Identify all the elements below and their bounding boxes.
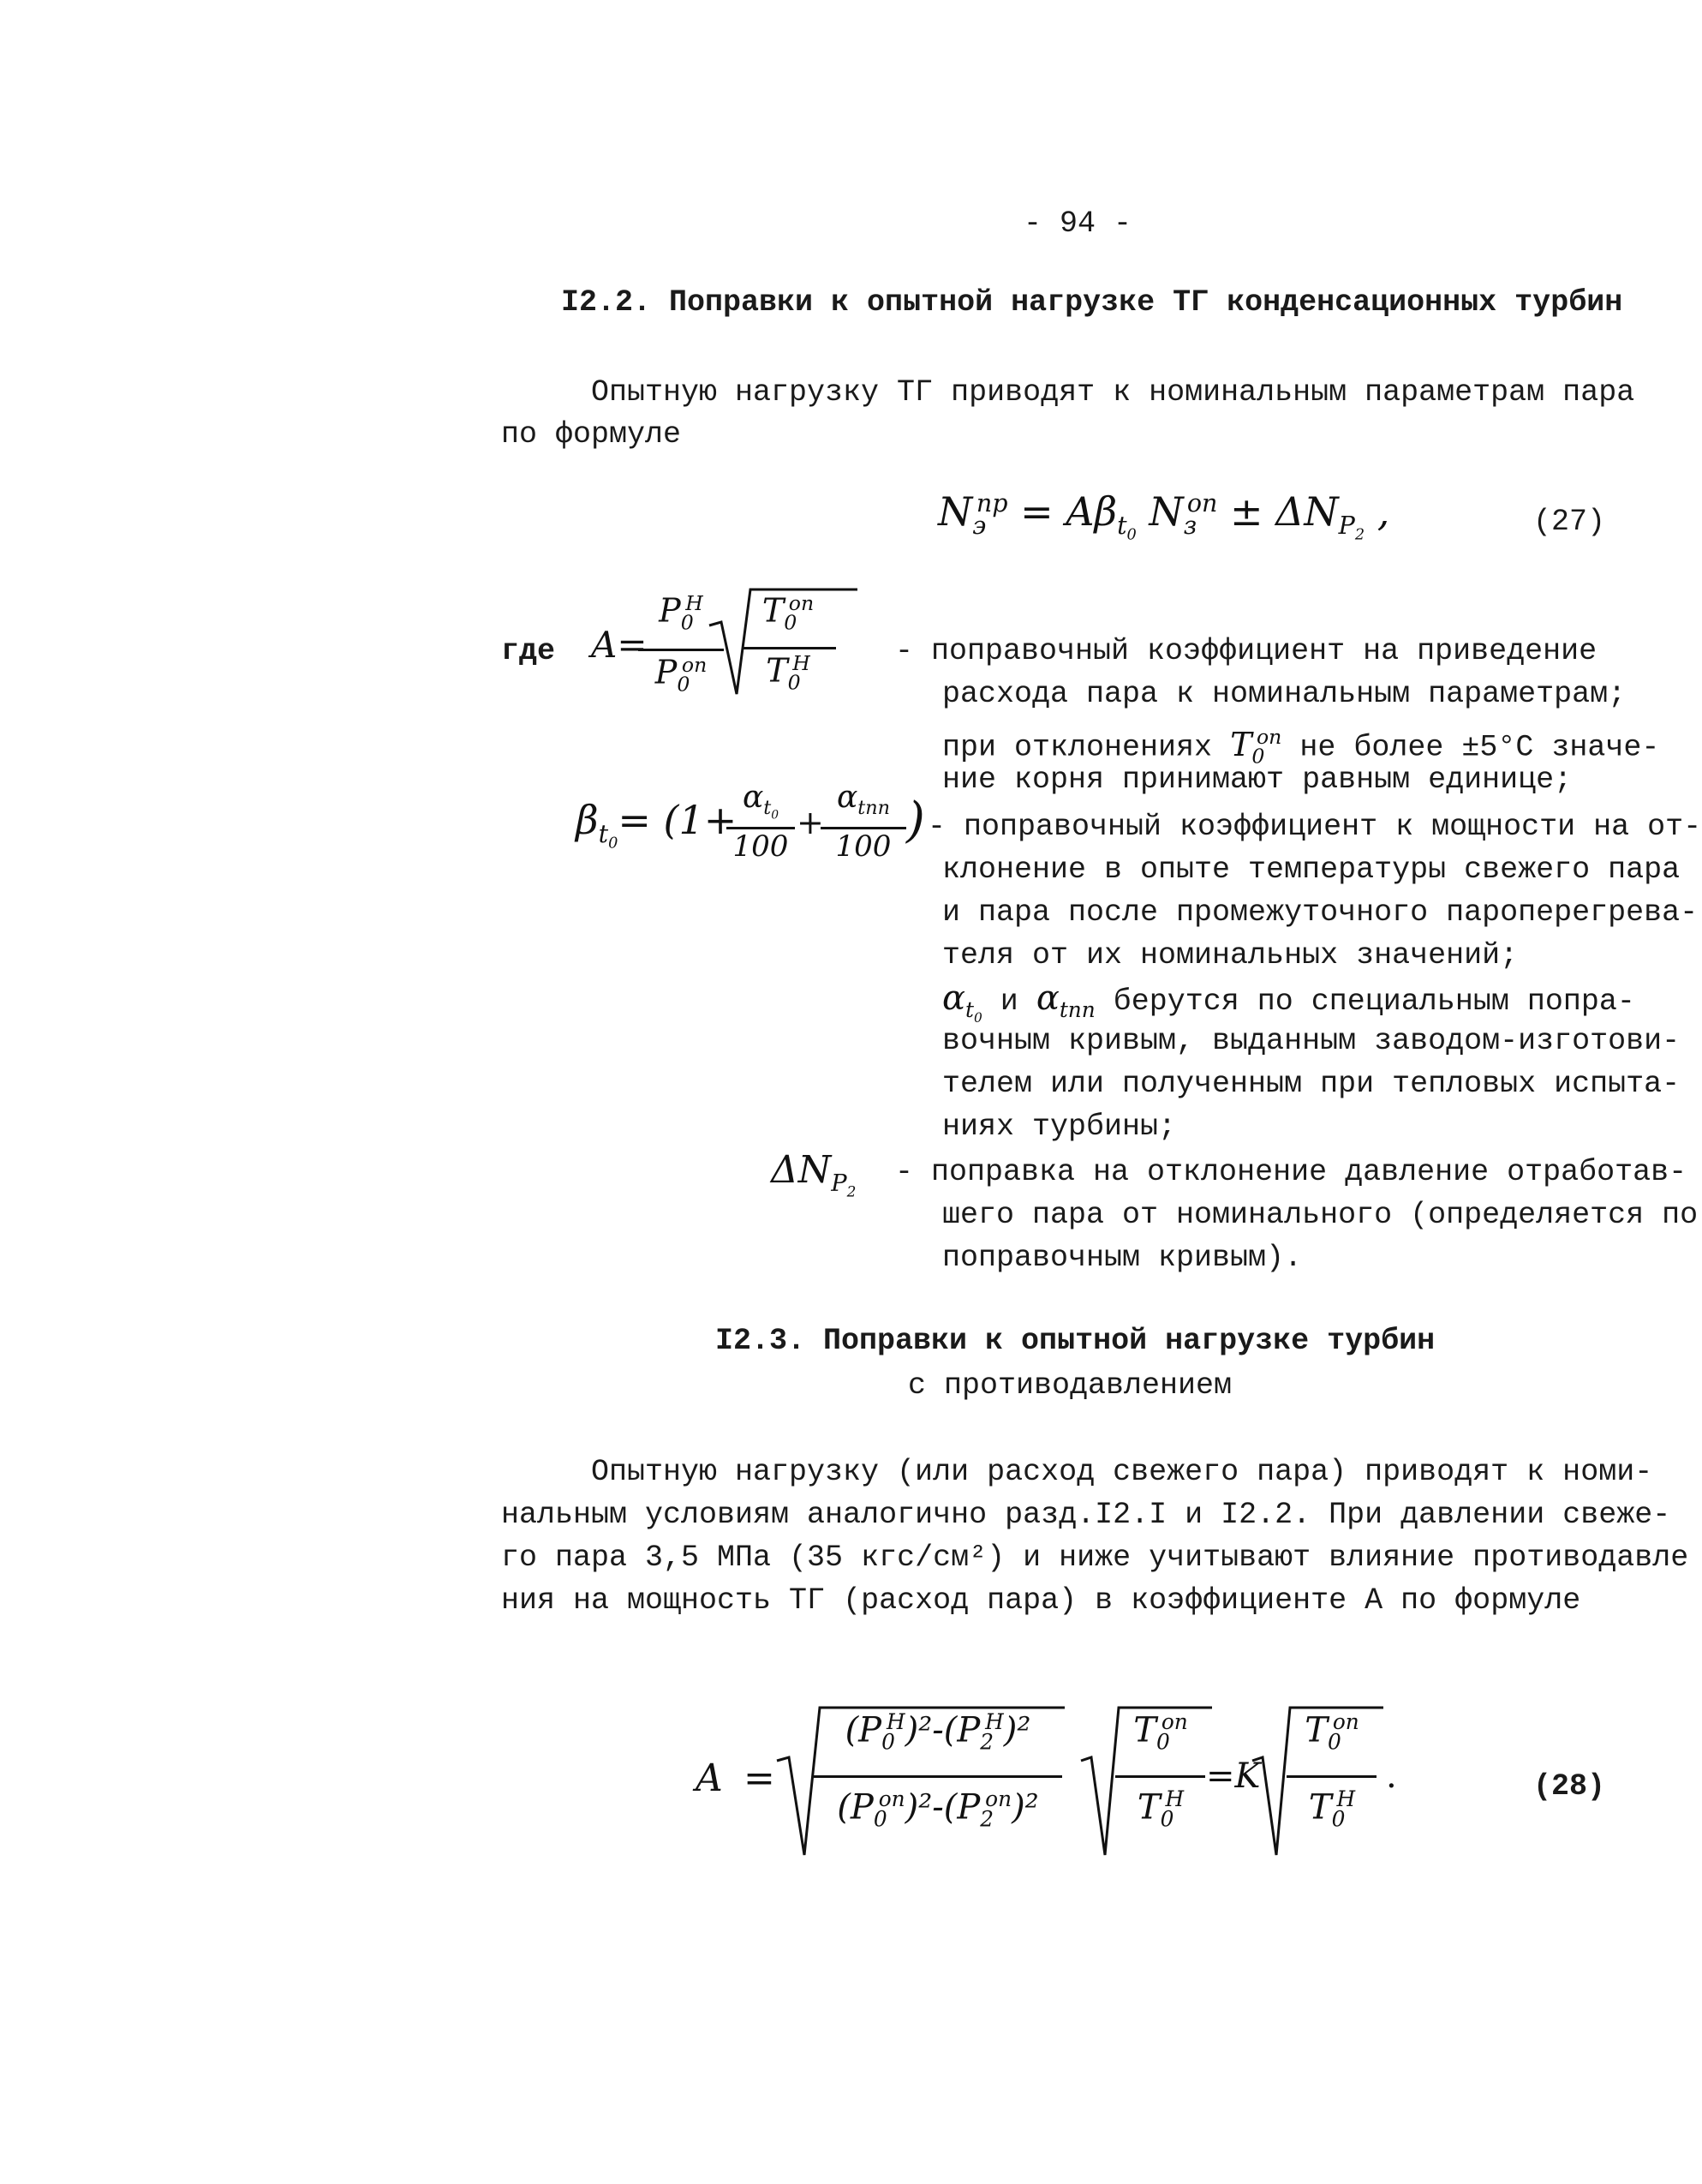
section-12-2-intro-line2: по формуле [501, 417, 682, 452]
formula-28-number: (28) [1533, 1769, 1606, 1804]
beta-frac2-numerator: $\alpha_{tпп}$ [836, 780, 891, 820]
beta-description-line1: - поправочный коэффициент к мощности на от- [928, 810, 1702, 844]
section-12-2-heading: I2.2. Поправки к опытной нагрузке ТГ конденсационных турбин [561, 285, 1623, 320]
a-pressure-denominator: $P_0^{оп}$ [654, 653, 708, 697]
beta-frac1-denominator: 100 [732, 829, 789, 864]
page-number: - 94 - [1024, 206, 1132, 241]
formula-28-sqrt2-numerator: $T_0^{оп}$ [1133, 1709, 1188, 1755]
section-12-3-paragraph-line3: го пара 3,5 МПа (35 кгс/см²) и ниже учитывают влияние противодавле [501, 1541, 1689, 1575]
section-12-3-heading-line2: с противодавлением [908, 1368, 1233, 1403]
formula-28-sqrt2-denominator: $T_0^Н$ [1137, 1786, 1185, 1832]
formula-28-equals-k: =K [1206, 1756, 1261, 1796]
formula-28-sqrt3-bar [1287, 1775, 1377, 1778]
delta-n-description-line3: поправочным кривым). [942, 1241, 1303, 1275]
beta-description-line3: и пара после промежуточного пароперегрева- [942, 895, 1699, 930]
formula-28-sqrt3-numerator: $T_0^{оп}$ [1305, 1709, 1359, 1755]
a-description-line1: - поправочный коэффициент на приведение [895, 634, 1597, 668]
beta-close-paren: ) [906, 793, 925, 848]
alpha-description-line3: телем или полученным при тепловых испыта- [942, 1067, 1681, 1101]
where-label: где [501, 634, 556, 668]
alpha-description-line2: вочным кривым, выданным заводом-изготови- [942, 1024, 1681, 1058]
beta-description-line2: клонение в опыте температуры свежего пара [942, 853, 1681, 887]
alpha-description-line1: $\alpha_{t_0}$ и $\alpha_{tпп}$ берутся по специальным попра- [942, 978, 1635, 1026]
formula-28-sqrt1-denominator: $(P_0^{оп})^2-(P_2^{оп})^2$ [837, 1786, 1039, 1832]
a-description-line2: расхода пара к номинальным параметрам; [942, 677, 1627, 711]
formula-28-sqrt1-bar [814, 1775, 1062, 1778]
section-12-3-paragraph-line2: нальным условиям аналогично разд.I2.I и I2.2. При давлении свеже- [501, 1498, 1671, 1532]
formula-28-sqrt2-bar [1115, 1775, 1205, 1778]
section-12-2-intro-line1: Опытную нагрузку ТГ приводят к номинальным параметрам пара [591, 375, 1635, 410]
alpha-description-line4: ниях турбины; [942, 1110, 1177, 1144]
formula-27: $N_э^{пр} = A\beta_{t_0}$ $N_з^{оп} \pm \Delta N_{P_2}$ , [938, 488, 1390, 544]
a-sqrt-numerator: $T_0^{оп}$ [761, 591, 815, 635]
beta-formula: $\beta_{t_0}= (1+$ [576, 797, 738, 853]
a-sqrt-fraction-bar [742, 647, 836, 649]
beta-description-line4: теля от их номинальных значений; [942, 938, 1519, 972]
delta-n-description-line1: - поправка на отклонение давление отработав- [895, 1155, 1687, 1189]
formula-28-lhs: A [696, 1756, 723, 1800]
section-12-3-paragraph-line4: ния на мощность ТГ (расход пара) в коэффициенте A по формуле [501, 1583, 1581, 1618]
delta-n-symbol: $\Delta N_{P_2}$ [771, 1148, 857, 1200]
beta-frac2-denominator: 100 [835, 829, 892, 864]
delta-n-description-line2: шего пара от номинального (определяется по [942, 1198, 1699, 1232]
a-pressure-numerator: $P_0^Н$ [659, 591, 703, 635]
formula-27-number: (27) [1533, 505, 1606, 539]
a-sqrt-denominator: $T_0^Н$ [766, 651, 810, 695]
section-12-3-paragraph-line1: Опытную нагрузку (или расход свежего пара) приводят к номи- [591, 1455, 1653, 1489]
section-12-3-heading-line1: I2.3. Поправки к опытной нагрузке турбин [715, 1324, 1436, 1358]
formula-28-period: . [1386, 1756, 1397, 1796]
a-description-line3: при отклонениях $T_0^{оп}$ не более ±5°С значе- [942, 725, 1660, 769]
a-description-line4: ние корня принимают равным единице; [942, 763, 1573, 797]
beta-plus: + [797, 804, 824, 841]
formula-28-sqrt3-denominator: $T_0^Н$ [1308, 1786, 1356, 1832]
formula-28-sqrt1-numerator: $(P_0^Н)^2-(P_2^Н)^2$ [845, 1709, 1031, 1755]
a-lhs: A= [591, 624, 648, 666]
beta-frac1-numerator: $\alpha_{t_0}$ [742, 780, 779, 823]
formula-28-equals: = [744, 1756, 775, 1800]
